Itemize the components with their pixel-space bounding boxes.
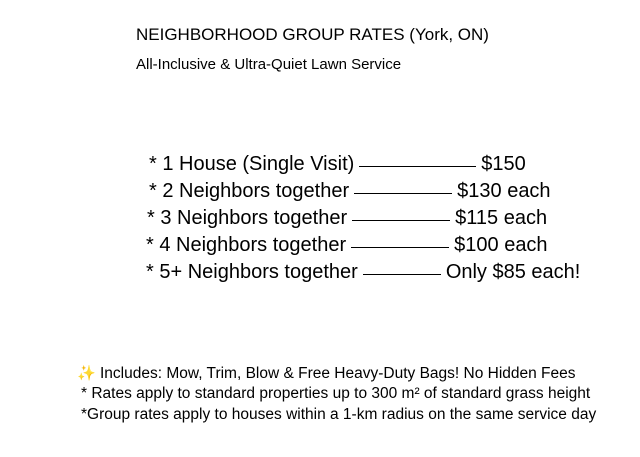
includes-line [77, 364, 576, 383]
rate-row-5 [146, 260, 580, 284]
rate-label: * 1 House (Single Visit) [149, 152, 355, 175]
rate-price: Only $85 each! [445, 260, 581, 283]
rate-row-4 [146, 233, 548, 257]
rate-label: * 3 Neighbors together [147, 206, 348, 229]
footnote-rates: * Rates apply to standard properties up to 300 m² of standard grass height [81, 385, 591, 402]
rate-row-2 [149, 179, 551, 203]
rate-row-3 [147, 206, 547, 230]
rate-price: $100 each [454, 233, 548, 256]
rate-label: * 4 Neighbors together [146, 233, 347, 256]
sparkles-icon: ✨ [77, 364, 96, 382]
rate-row-1 [149, 152, 526, 176]
rate-label: * 5+ Neighbors together [146, 260, 358, 283]
includes-text: Includes: Mow, Trim, Blow & Free Heavy-Duty Bags! No Hidden Fees [100, 365, 576, 382]
footnote-group: *Group rates apply to houses within a 1-km radius on the same service day [81, 406, 597, 423]
rate-dash [352, 220, 450, 221]
page-title: NEIGHBORHOOD GROUP RATES (York, ON) [136, 25, 489, 44]
rate-dash [354, 193, 452, 194]
rate-dash [351, 247, 449, 248]
rate-price: $130 each [457, 179, 551, 202]
rate-label: * 2 Neighbors together [149, 179, 350, 202]
page-subtitle: All-Inclusive & Ultra-Quiet Lawn Service [136, 56, 402, 73]
rate-dash [363, 274, 441, 275]
rate-dash [359, 166, 476, 167]
rate-price: $150 [481, 152, 526, 175]
rate-price: $115 each [455, 206, 548, 229]
